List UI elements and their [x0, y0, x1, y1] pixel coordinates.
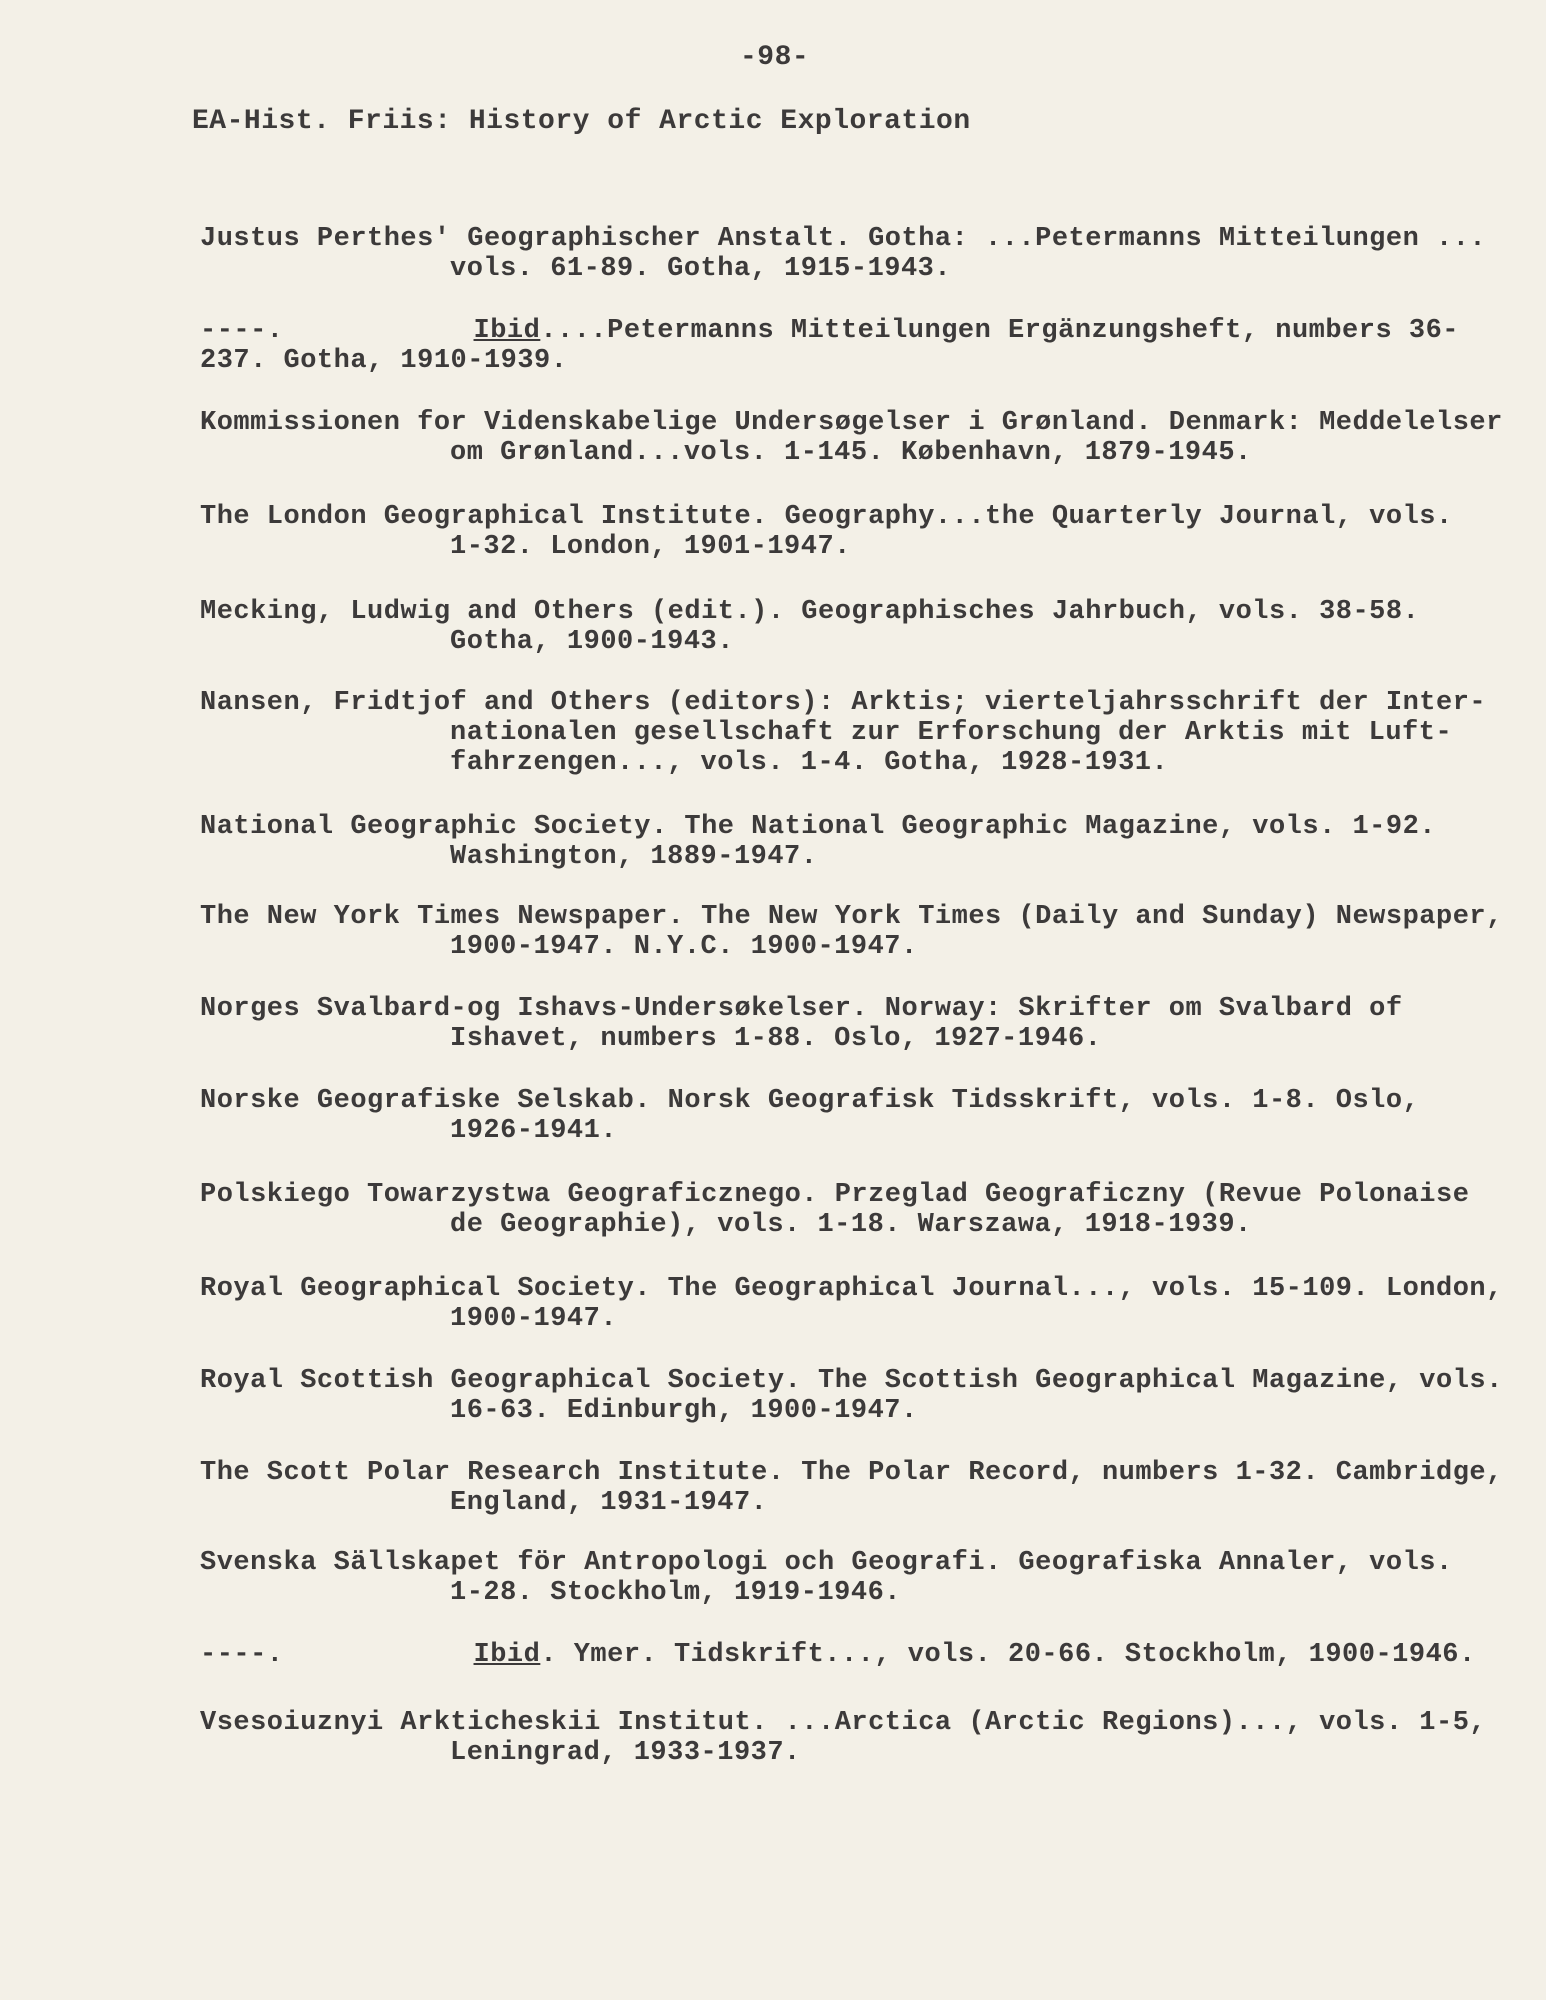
- entry-line: National Geographic Society. The National Geographic Magazine, vols. 1-92.: [200, 812, 1436, 842]
- entry-continuation: 1900-1947. N.Y.C. 1900-1947.: [450, 932, 918, 962]
- bibliography-entry: [200, 316, 1459, 376]
- entry-continuation: fahrzengen..., vols. 1-4. Gotha, 1928-1931.: [450, 748, 1169, 778]
- entry-line: Svenska Sällskapet för Antropologi och Geografi. Geografiska Annaler, vols.: [200, 1548, 1453, 1578]
- entry-line: Polskiego Towarzystwa Geograficznego. Przeglad Geograficzny (Revue Polonaise: [200, 1180, 1470, 1210]
- entry-continuation: 1926-1941.: [450, 1116, 618, 1146]
- entry-line: The New York Times Newspaper. The New York Times (Daily and Sunday) Newspaper,: [200, 902, 1503, 932]
- entry-continuation: vols. 61-89. Gotha, 1915-1943.: [450, 254, 952, 284]
- entry-line: Nansen, Fridtjof and Others (editors): Arktis; vierteljahrsschrift der Inter-: [200, 688, 1487, 718]
- entry-continuation: 1-28. Stockholm, 1919-1946.: [450, 1578, 901, 1608]
- bibliography-entry: [200, 994, 1430, 1054]
- entry-continuation: 237. Gotha, 1910-1939.: [200, 346, 568, 376]
- entry-line: Mecking, Ludwig and Others (edit.). Geographisches Jahrbuch, vols. 38-58.: [200, 597, 1420, 627]
- entry-continuation: om Grønland...vols. 1-145. København, 1879-1945.: [450, 438, 1252, 468]
- entry-line: Royal Geographical Society. The Geographical Journal..., vols. 15-109. London,: [200, 1274, 1503, 1304]
- bibliography-entry: [200, 1086, 1430, 1146]
- entry-continuation: nationalen gesellschaft zur Erforschung der Arktis mit Luft-: [450, 718, 1453, 748]
- entry-line: ....Petermanns Mitteilungen Ergänzungsheft, numbers 36-: [540, 316, 1459, 346]
- bibliography-entry: [200, 1458, 1503, 1518]
- entry-continuation: England, 1931-1947.: [450, 1488, 768, 1518]
- page-number: -98-: [740, 42, 810, 73]
- bibliography-entry: [200, 1366, 1503, 1426]
- entry-line: Norges Svalbard-og Ishavs-Undersøkelser. Norway: Skrifter om Svalbard of: [200, 994, 1403, 1024]
- bibliography-entry: [200, 1708, 1487, 1768]
- bibliography-entry: [200, 1180, 1470, 1240]
- entry-line: The London Geographical Institute. Geography...the Quarterly Journal, vols.: [200, 502, 1453, 532]
- bibliography-entry: [200, 597, 1430, 657]
- bibliography-entry: [200, 1274, 1503, 1334]
- entry-continuation: Washington, 1889-1947.: [450, 842, 818, 872]
- entry-continuation: Gotha, 1900-1943.: [450, 627, 734, 657]
- bibliography-entry: [200, 408, 1503, 468]
- bibliography-entry: [200, 812, 1436, 872]
- ibid-mark: Ibid: [473, 1640, 541, 1670]
- bibliography-entry: [200, 688, 1487, 778]
- entry-line: Norske Geografiske Selskab. Norsk Geografisk Tidsskrift, vols. 1-8. Oslo,: [200, 1086, 1420, 1116]
- entry-continuation: 1900-1947.: [450, 1304, 618, 1334]
- bibliography-entry: [200, 502, 1453, 562]
- bibliography-entry: [200, 1640, 1476, 1670]
- running-head: EA-Hist. Friis: History of Arctic Exploration: [192, 106, 971, 137]
- bibliography-entry: [200, 1548, 1453, 1608]
- entry-continuation: Ishavet, numbers 1-88. Oslo, 1927-1946.: [450, 1024, 1102, 1054]
- entry-line: Kommissionen for Videnskabelige Undersøgelser i Grønland. Denmark: Meddelelser: [200, 408, 1503, 438]
- entry-continuation: 16-63. Edinburgh, 1900-1947.: [450, 1396, 918, 1426]
- entry-line: Royal Scottish Geographical Society. The Scottish Geographical Magazine, vols.: [200, 1366, 1503, 1396]
- bibliography-entry: [200, 224, 1487, 284]
- entry-continuation: 1-32. London, 1901-1947.: [450, 532, 851, 562]
- entry-dash: ----.: [200, 1640, 284, 1670]
- entry-line: Justus Perthes' Geographischer Anstalt. Gotha: ...Petermanns Mitteilungen ...: [200, 224, 1487, 254]
- entry-continuation: de Geographie), vols. 1-18. Warszawa, 1918-1939.: [450, 1210, 1252, 1240]
- entry-continuation: Leningrad, 1933-1937.: [450, 1738, 801, 1768]
- entry-line: . Ymer. Tidskrift..., vols. 20-66. Stockholm, 1900-1946.: [540, 1640, 1476, 1670]
- entry-dash: ----.: [200, 316, 284, 346]
- entry-line: The Scott Polar Research Institute. The Polar Record, numbers 1-32. Cambridge,: [200, 1458, 1503, 1488]
- ibid-mark: Ibid: [473, 316, 541, 346]
- bibliography-entry: [200, 902, 1503, 962]
- entry-line: Vsesoiuznyi Arkticheskii Institut. ...Arctica (Arctic Regions)..., vols. 1-5,: [200, 1708, 1487, 1738]
